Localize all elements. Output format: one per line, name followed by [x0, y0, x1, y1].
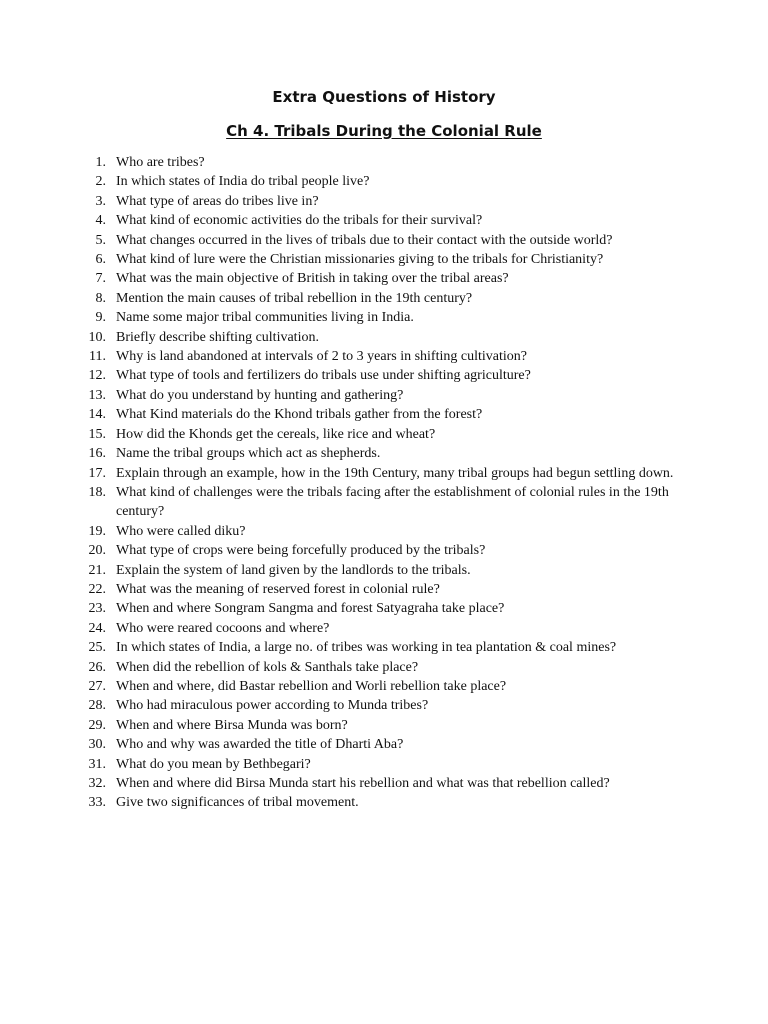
question-text: In which states of India do tribal people live?: [116, 174, 370, 190]
question-number: 3.: [95, 193, 106, 209]
question-item: [86, 793, 686, 812]
question-item: [86, 677, 686, 696]
question-item: [86, 366, 686, 385]
question-item: [86, 755, 686, 774]
question-number: 21.: [88, 562, 106, 578]
question-item: [86, 347, 686, 366]
question-item: [86, 386, 686, 405]
question-item: [86, 464, 686, 483]
question-item: [86, 425, 686, 444]
chapter-heading: [0, 121, 768, 141]
question-text: What type of crops were being forcefully produced by the tribals?: [116, 543, 486, 559]
document-title: Extra Questions of History: [272, 88, 496, 106]
question-text: Name some major tribal communities living in India.: [116, 310, 414, 326]
question-number: 31.: [88, 756, 106, 772]
question-text: Who had miraculous power according to Munda tribes?: [116, 698, 429, 714]
question-item: [86, 211, 686, 230]
question-item: [86, 483, 686, 522]
question-list: [86, 153, 686, 813]
question-item: [86, 192, 686, 211]
question-number: 29.: [88, 717, 106, 733]
question-item: [86, 658, 686, 677]
question-item: [86, 269, 686, 288]
question-number: 26.: [88, 659, 106, 675]
question-number: 14.: [88, 407, 106, 423]
question-number: 4.: [95, 213, 106, 229]
question-item: [86, 599, 686, 618]
question-item: [86, 541, 686, 560]
question-text: What kind of lure were the Christian missionaries giving to the tribals for Christianity?: [116, 252, 604, 268]
question-item: [86, 153, 686, 172]
question-number: 28.: [88, 698, 106, 714]
question-item: [86, 696, 686, 715]
question-text: What kind of challenges were the tribals facing after the establishment of colonial rules in the 19th century?: [116, 484, 669, 520]
question-text: What changes occurred in the lives of tribals due to their contact with the outside world?: [116, 232, 613, 248]
question-text: What do you mean by Bethbegari?: [116, 756, 311, 772]
question-number: 7.: [95, 271, 106, 287]
question-text: What kind of economic activities do the tribals for their survival?: [116, 213, 483, 229]
question-text: How did the Khonds get the cereals, like rice and wheat?: [116, 426, 436, 442]
question-number: 2.: [95, 174, 106, 190]
question-number: 16.: [88, 446, 106, 462]
question-number: 9.: [95, 310, 106, 326]
question-text: Who were called diku?: [116, 523, 246, 539]
question-text: When and where did Birsa Munda start his rebellion and what was that rebellion called?: [116, 776, 610, 791]
question-item: [86, 328, 686, 347]
question-text: Give two significances of tribal movement.: [116, 795, 359, 811]
question-number: 17.: [88, 465, 106, 481]
question-item: [86, 716, 686, 735]
question-number: 18.: [88, 484, 106, 500]
question-number: 20.: [88, 543, 106, 559]
question-number: 1.: [95, 155, 106, 170]
question-text: Who and why was awarded the title of Dharti Aba?: [116, 737, 404, 753]
question-number: 33.: [88, 795, 106, 811]
question-text: What was the main objective of British in taking over the tribal areas?: [116, 271, 509, 287]
question-text: Explain the system of land given by the landlords to the tribals.: [116, 562, 471, 578]
question-text: When and where Songram Sangma and forest Satyagraha take place?: [116, 601, 505, 617]
question-number: 32.: [88, 776, 106, 791]
question-text: Explain through an example, how in the 19th Century, many tribal groups had begun settling down.: [116, 465, 674, 481]
question-number: 27.: [88, 678, 106, 694]
question-item: [86, 580, 686, 599]
question-item: [86, 735, 686, 754]
question-number: 11.: [89, 349, 106, 365]
question-text: In which states of India, a large no. of tribes was working in tea plantation & coal mines?: [116, 640, 617, 656]
question-item: [86, 231, 686, 250]
question-text: What Kind materials do the Khond tribals gather from the forest?: [116, 407, 483, 423]
question-item: [86, 444, 686, 463]
question-text: When did the rebellion of kols & Santhals take place?: [116, 659, 419, 675]
question-item: [86, 619, 686, 638]
question-item: [86, 522, 686, 541]
question-number: 24.: [88, 620, 106, 636]
question-item: [86, 774, 686, 793]
question-text: What type of tools and fertilizers do tribals use under shifting agriculture?: [116, 368, 531, 384]
question-number: 30.: [88, 737, 106, 753]
question-number: 5.: [95, 232, 106, 248]
question-text: What type of areas do tribes live in?: [116, 193, 319, 209]
chapter-heading-text: Ch 4. Tribals During the Colonial Rule: [226, 122, 542, 140]
question-number: 23.: [88, 601, 106, 617]
question-number: 10.: [88, 329, 106, 345]
question-item: [86, 172, 686, 191]
question-text: What was the meaning of reserved forest in colonial rule?: [116, 581, 440, 597]
question-text: Who are tribes?: [116, 155, 205, 170]
question-number: 22.: [88, 581, 106, 597]
question-item: [86, 308, 686, 327]
question-number: 25.: [88, 640, 106, 656]
question-number: 12.: [88, 368, 106, 384]
question-text: Briefly describe shifting cultivation.: [116, 329, 319, 345]
question-text: Name the tribal groups which act as shepherds.: [116, 446, 381, 462]
question-text: When and where Birsa Munda was born?: [116, 717, 348, 733]
question-text: Who were reared cocoons and where?: [116, 620, 330, 636]
question-text: Why is land abandoned at intervals of 2 to 3 years in shifting cultivation?: [116, 349, 527, 365]
question-number: 6.: [95, 252, 106, 268]
question-text: When and where, did Bastar rebellion and Worli rebellion take place?: [116, 678, 507, 694]
question-item: [86, 289, 686, 308]
question-number: 8.: [95, 290, 106, 306]
question-item: [86, 405, 686, 424]
question-item: [86, 250, 686, 269]
question-number: 13.: [88, 387, 106, 403]
question-text: Mention the main causes of tribal rebellion in the 19th century?: [116, 290, 473, 306]
question-item: [86, 638, 686, 657]
question-text: What do you understand by hunting and gathering?: [116, 387, 404, 403]
question-item: [86, 561, 686, 580]
question-number: 15.: [88, 426, 106, 442]
question-number: 19.: [88, 523, 106, 539]
